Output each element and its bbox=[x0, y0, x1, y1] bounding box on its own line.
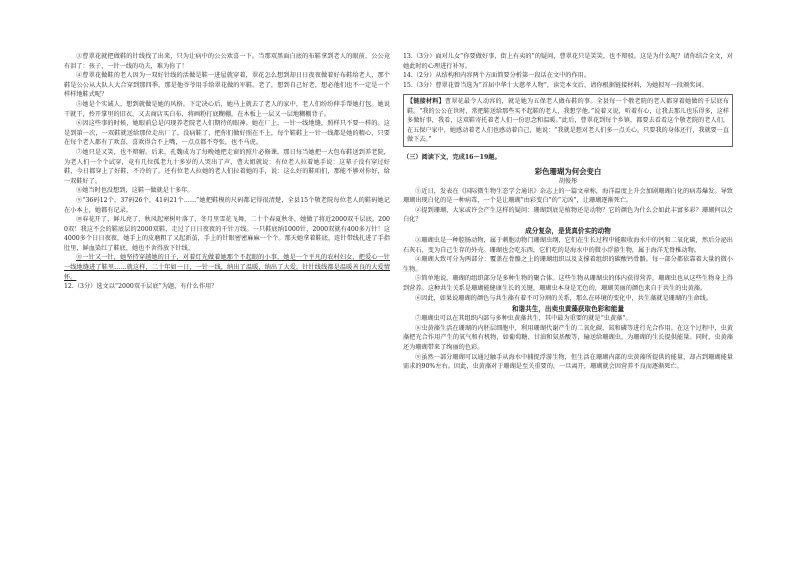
article-paragraph-9: ⑨虽然一部分珊瑚可以通过触手从海水中捕捉浮游生物，但生活在珊瑚内部的虫黄藻所提供的能量，却占到珊瑚能量需求的90%左右。因此，虫黄藻对于珊瑚是至关重要的，一旦离开，珊瑚就会因营养不良而逐渐死亡。 bbox=[403, 353, 733, 371]
question-13: 13.（3分）面对儿女“你要做好事，街上有卖的”的疑问，曹翠花只是笑笑，也不辩驳。这是为什么呢？请你结合全文，对她此时的心理进行补写。 bbox=[403, 53, 733, 70]
right-column bbox=[403, 52, 733, 553]
left-paragraph-8: ⑧她当时也没想到，这鞋一做就是十多年。 bbox=[76, 187, 194, 195]
question-14: 14.（2分）从结构和内容两个方面简要分析第一段话在文中的作用。 bbox=[403, 72, 591, 80]
article-paragraph-6: ⑥因此，如果说珊瑚的颜色与共生藻有着不可分割的关系，那么在环境的变化中，共生藻就是珊瑚的生命线。 bbox=[415, 294, 712, 302]
link-material-tag: 【链接材料】 bbox=[407, 98, 445, 106]
left-column bbox=[64, 52, 390, 553]
article-paragraph-2: ②提到珊瑚，大家或许会产生这样的疑问：珊瑚到底是植物还是动物？它的颜色为什么会如此丰富多彩？珊瑚何以会白化？ bbox=[403, 206, 733, 224]
left-paragraph-11: ⑪一针又一针，她坚持穿越她的日子，对着灯光做着她那个不起眼的小事，她是一个平凡的农村妇女，把爱心一针一线地缝进了鞋里……就这样，二十年如一日，一针一线，纳出了温暖，纳出了大爱，针针线线都是温暖善良的大爱情怀。 bbox=[64, 254, 390, 281]
link-material-body: 曹翠花最令人动容的，就是她为五保老人做布鞋的事。全县每一个敬老院的老人都穿着她做的千层底布鞋。“我的公公在世时，常把鞋送给那些买不起鞋的老人，我想学他。”说着又说，听着有心，让我去那儿也乐得多，这样多做好事，我看，这双鞋寄托着老人们一份思念和温暖。”此后，曹翠花到每个乡镇，都要去看看这个敬老院的老人们，在五保户家中，她感动着老人们也感动着自己，她说：“我就是想对老人们多一点关心，只要我的身体还行，我就要一直做下去。” bbox=[407, 98, 730, 143]
article-author: 胡俊彤 bbox=[558, 178, 578, 185]
question-15: 15.（3分）曹翠花曾当选为“首届中华十大慈孝人物”，读完本文后，请你根据链接材料，为她拟写一段颁奖词。 bbox=[403, 81, 708, 89]
article-paragraph-7: ⑦珊瑚虫可以在其组织内部与多种虫黄藻共生，其中最为重要的就是“虫黄藻”。 bbox=[415, 315, 632, 323]
question-12: 12.（3分）选文以“2000双千层底”为题，有什么作用？ bbox=[64, 283, 218, 291]
link-material-box bbox=[403, 94, 733, 147]
left-paragraph-5: ⑤她是个实诚人，想到就做是她的风格。下定决心后，她马上就去了老人的家中，老人们纷纷伸手帮她打包。她说干就干，拎开掌里的旧衣，又去商店买白布，将画粉打底糊棚，在木板上一层又一层地糊棚背子。 bbox=[64, 100, 390, 118]
article-paragraph-3: ③珊瑚虫是一种腔肠动物，属于刺胞动物门珊瑚虫纲，它们在生长过程中能吸收海水中的钙和二氧化碳，然后分泌出石灰石，变为自己生存的外壳。珊瑚也会吃东西，它们吃的是海水中的微小浮游生物，属于海洋无脊椎动物。 bbox=[403, 236, 733, 254]
article-subheading-2: 和谐共生，出卖虫黄藻获取色彩和能量 bbox=[511, 305, 625, 314]
left-paragraph-6: ⑥因这些事的时候，她眼前总是闪现养老院老人们期待的眼神。她在厂上，一针一线地缝，照样只不要一样的。这是到第一次，一双鞋就送给那位走出厂了，没病鞋了，把你们做好照在不上，每个鞋鞋上一针一线都是她的精心，只要在每个老人都有了欢喜，喜欢得合不上嘴，一点点都不夸张，也不马虎。 bbox=[64, 120, 390, 147]
article-paragraph-1: ①近日，发表在《国际微生物生态学会通讯》杂志上的一篇文章称，海洋温度上升会加剧珊瑚白化的病毒爆发。导致珊瑚出现白化的是一种病毒，一个是让珊瑚“由彩变白”的“元凶”，让珊瑚逐渐死亡。 bbox=[403, 187, 733, 205]
left-paragraph-10: ⑩春花开了，鲜儿亮了，秋风起寒树叶落了，冬月里雪花飞舞，二十个春夏秋冬，她做了将近2000双千层底。2000双！我这不会的鞋底层的2000双鞋，走过了日日夜夜的千针万线。一只鞋底纳1000针，2000双就有400多万针！这4000多个日日夜夜，她手上的皮磨粗了又起新茧，手上的针眼密密麻麻一个个。那天她拿着鞋底，连针带线扎进了手指肚里，鲜血染红了鞋底，她也不舍得放下针线。 bbox=[64, 216, 390, 252]
left-paragraph-4: ④曹翠花做鞋的老人因为一双好针线的活做是鞋一进屋就穿着，翠花怎么想到却日日夜夜做着好布鞋给老人，那个鞋是公公从大队人大合穿到那四季，那是他爷爷用手给翠花做的军鞋。老了，想到自己好老，想必他们也不一定是一个样样地鞋式呢？ bbox=[64, 72, 390, 99]
article-title: 彩色珊瑚为何会变白 bbox=[534, 167, 602, 176]
article-subheading-1: 成分复杂，是货真价实的动物 bbox=[525, 226, 611, 235]
article-paragraph-5: ⑤简单地说，珊瑚的组织部分是多种生物的聚合体。这些生物从珊瑚虫的体内获得营养，珊瑚虫也从这些生物身上得到营养。这种共生关系是珊瑚能健康生长的关键，珊瑚虫本身是无色的，珊瑚美丽的颜色来自于共生的虫黄藻。 bbox=[403, 275, 733, 292]
left-paragraph-7: ⑦她只是又笑，也不辩解。后来，孔魏成为了每晚她把走窗的照片必修课。那日每当她把一大包布鞋送到养老院，为老人们一个个试穿，竟有几位孤老九十多岁的人哭出了声，曹大姐就说：有位老人拉着她手说：这辈子没有穿过好鞋，今日都穿上了好鞋，不冷的了。还有位老人拉她的老人们拉着她的手，说：这么好的鞋咱们，那能不够对你好，给一双鞋好了。 bbox=[64, 148, 390, 185]
link-material-text bbox=[407, 97, 729, 144]
section-3-heading: （三）阅读下文，完成16～19题。 bbox=[403, 154, 501, 162]
article-paragraph-8: ⑧虫黄藻生活在珊瑚的内胚层细胞中，利用珊瑚代谢产生的二氧化碳、氮和磷等进行光合作用。在这个过程中，虫黄藻把光合作用产生的氧气和有机物，如葡萄糖、甘油和氨基酸等，输送给珊瑚虫，为珊瑚的生长提供能量。同时，虫黄藻还为珊瑚带来了绚丽的色彩。 bbox=[403, 324, 733, 351]
article-paragraph-4: ④珊瑚大致可分为两部分：覆盖在骨骼之上的珊瑚组织以及支撑着组织的碳酸钙骨骼。每一部分都依靠着大量的微小生物。 bbox=[403, 256, 733, 273]
left-paragraph-9: ⑨“36码12个，37码26个，41码21个……”她把鞋模的尺码都记得很清楚，全县15个敬老院每位老人的鞋码她记在小本上，她都有记录。 bbox=[64, 196, 390, 214]
left-paragraph-3: ③曹翠花就把做鞋的针线找了出来，只为让病中的公公欢喜一下。当那双黑面白底的布鞋拿到老人的眼前，公公竟有泪了：孩子，一针一线的功夫，难为你了！ bbox=[64, 53, 390, 70]
